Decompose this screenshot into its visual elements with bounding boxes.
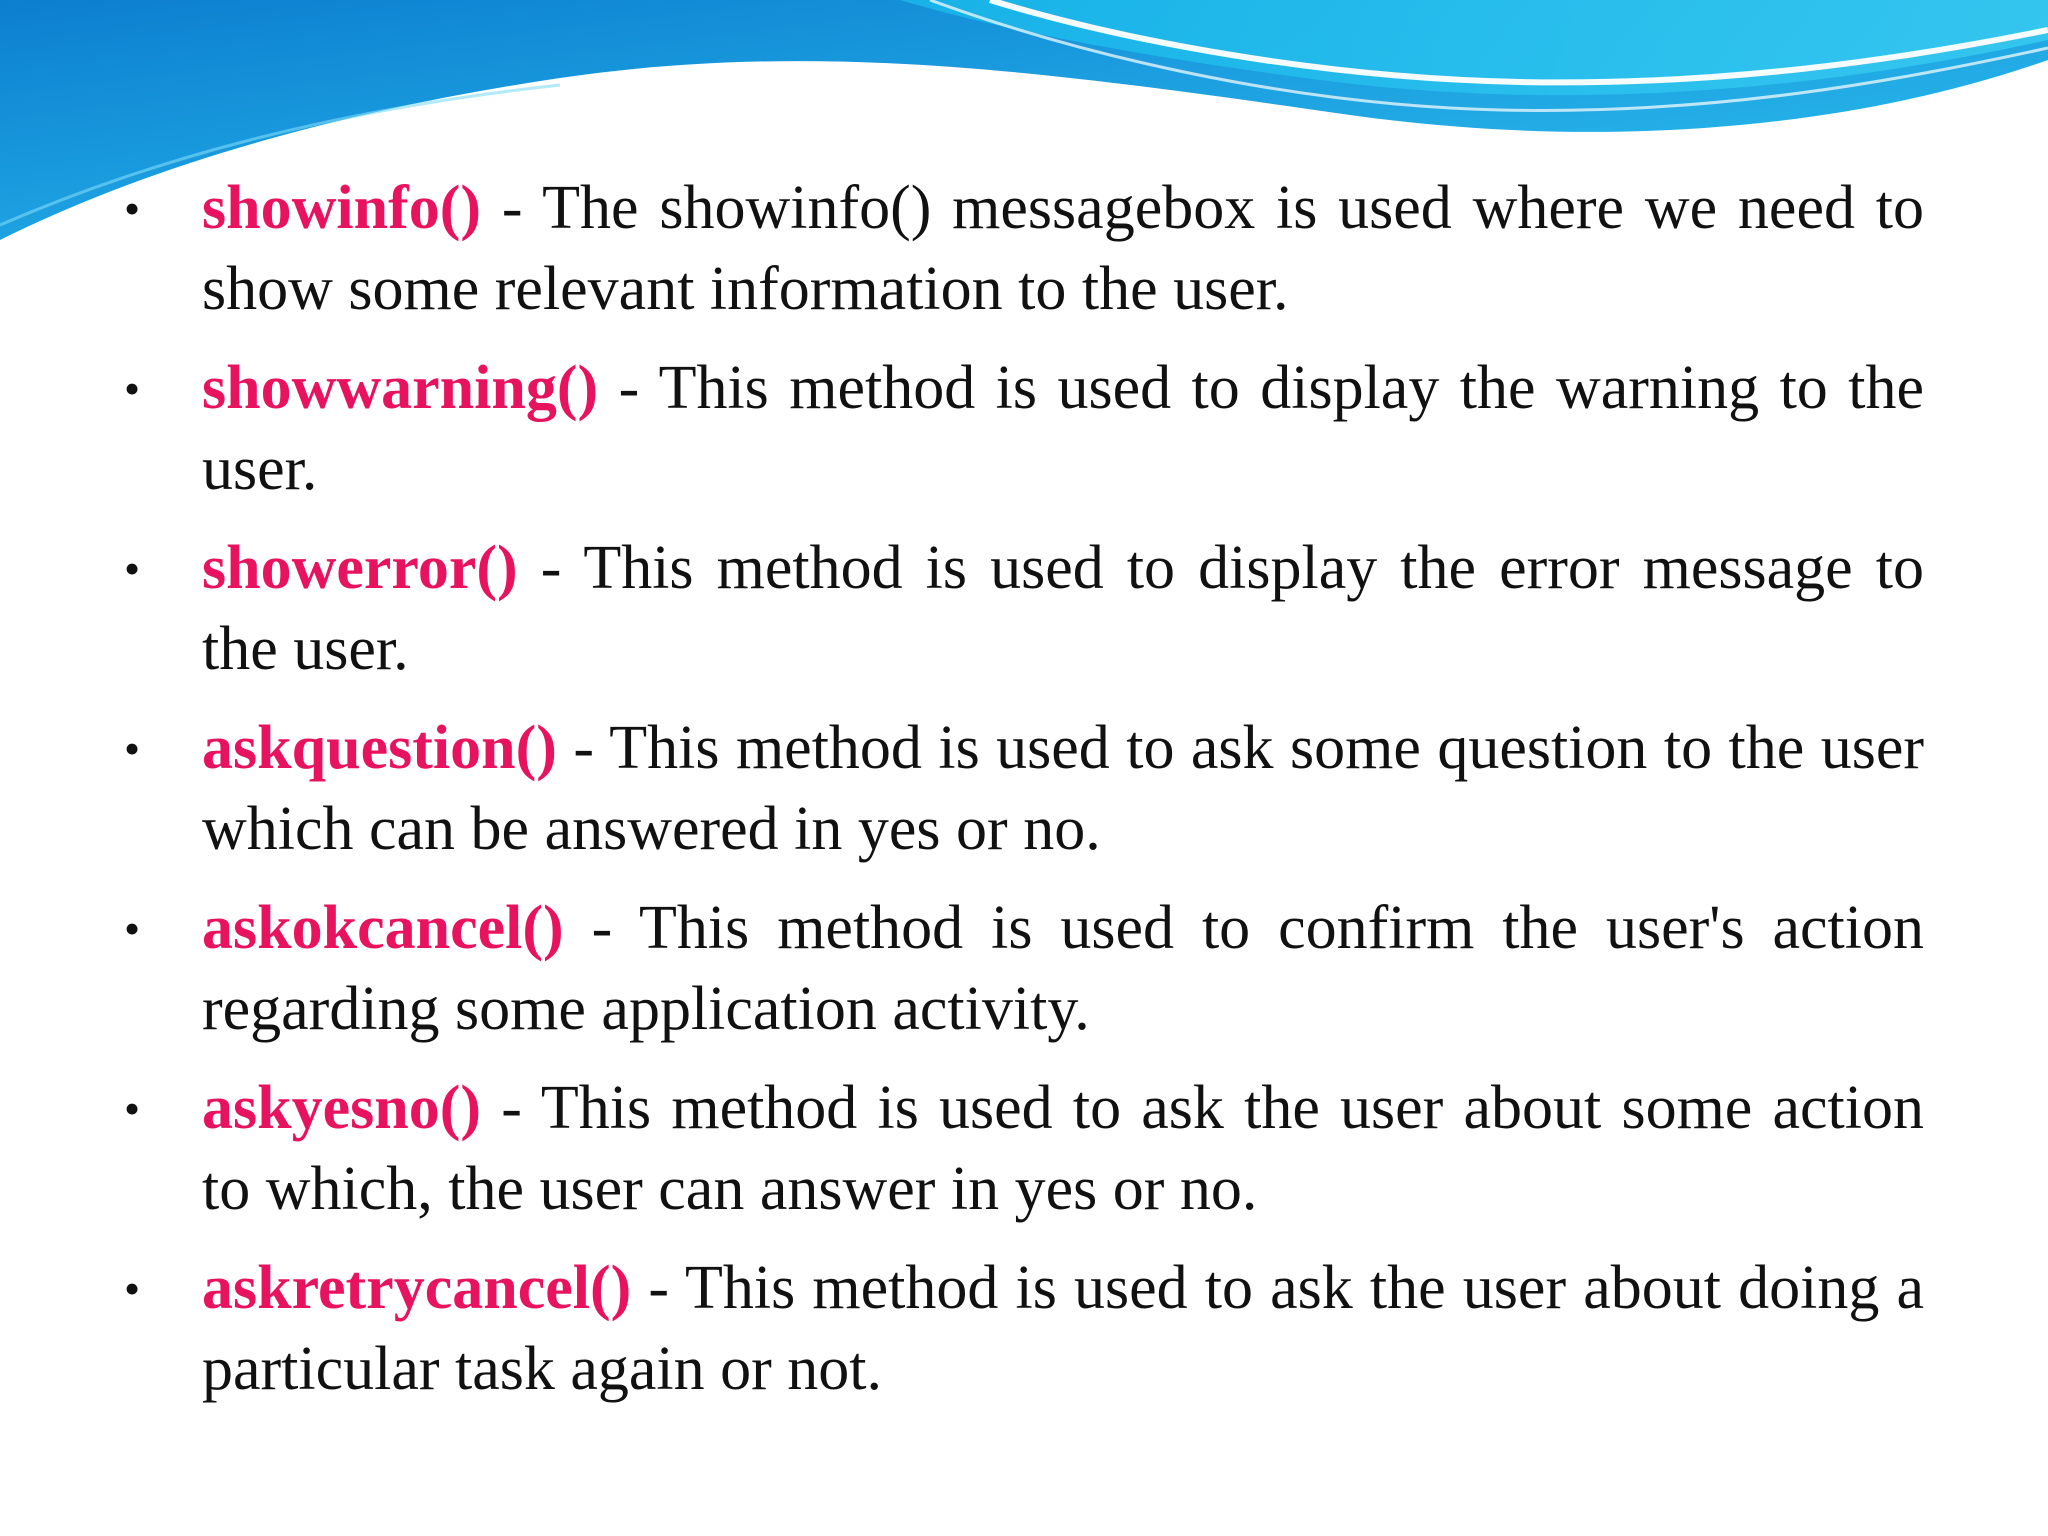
bullet-dot: • bbox=[124, 363, 141, 414]
bullet-dot: • bbox=[124, 723, 141, 774]
method-description: - This method is used to ask the user about doing a particular task again or not. bbox=[202, 1254, 1924, 1403]
method-name: showinfo() bbox=[202, 174, 482, 242]
list-item bbox=[118, 1068, 1924, 1230]
method-name: showerror() bbox=[202, 534, 518, 602]
method-name: askretrycancel() bbox=[202, 1254, 632, 1322]
list-item bbox=[118, 708, 1924, 870]
method-list bbox=[118, 168, 1924, 1428]
list-item bbox=[118, 168, 1924, 330]
method-description: - This method is used to ask the user about some action to which, the user can answer in yes or no. bbox=[202, 1074, 1924, 1223]
method-name: askokcancel() bbox=[202, 894, 564, 962]
method-description: - This method is used to display the warning to the user. bbox=[202, 354, 1924, 503]
method-name: askquestion() bbox=[202, 714, 557, 782]
method-description: - This method is used to display the error message to the user. bbox=[202, 534, 1924, 683]
list-item bbox=[118, 528, 1924, 690]
list-item bbox=[118, 1248, 1924, 1410]
list-item bbox=[118, 348, 1924, 510]
bullet-dot: • bbox=[124, 543, 141, 594]
bullet-dot: • bbox=[124, 1263, 141, 1314]
method-description: - The showinfo() messagebox is used where we need to show some relevant information to the user. bbox=[202, 174, 1924, 323]
method-name: showwarning() bbox=[202, 354, 599, 422]
bullet-dot: • bbox=[124, 1083, 141, 1134]
method-name: askyesno() bbox=[202, 1074, 482, 1142]
method-description: - This method is used to confirm the user's action regarding some application activity. bbox=[202, 894, 1924, 1043]
bullet-dot: • bbox=[124, 903, 141, 954]
bullet-dot: • bbox=[124, 183, 141, 234]
list-item bbox=[118, 888, 1924, 1050]
method-description: - This method is used to ask some question to the user which can be answered in yes or no. bbox=[202, 714, 1924, 863]
